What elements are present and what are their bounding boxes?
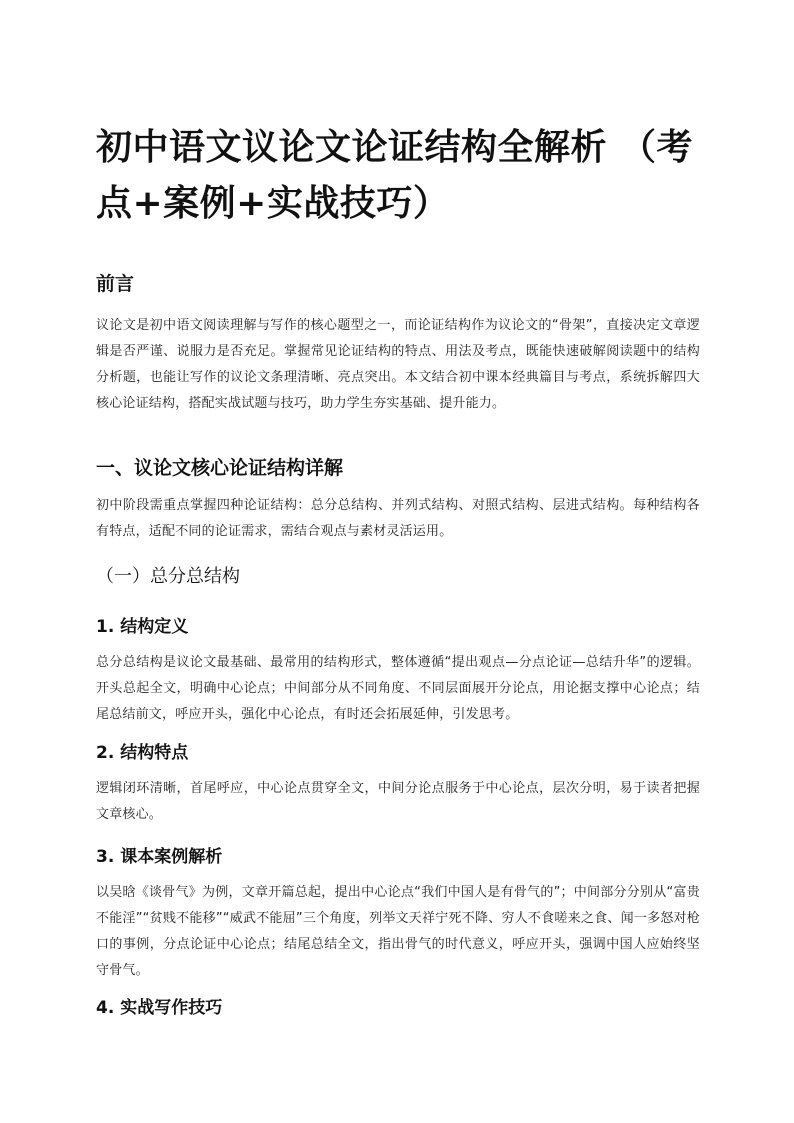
preface-heading: 前言: [96, 273, 135, 295]
features-paragraph: 逻辑闭环清晰，首尾呼应，中心论点贯穿全文，中间分论点服务于中心论点，层次分明，易于读者把握文章核心。: [96, 781, 700, 822]
section-heading: 一、议论文核心论证结构详解: [96, 457, 344, 479]
features-heading: 2. 结构特点: [96, 743, 189, 763]
subsection-heading: （一）总分总结构: [96, 566, 240, 587]
preface-paragraph: 议论文是初中语文阅读理解与写作的核心题型之一，而论证结构作为议论文的“骨架”，直接决定文章逻辑是否严谨、说服力是否充足。掌握常见论证结构的特点、用法及考点，既能快速破解阅读题中的结构分析题，也能让写作的议论文条理清晰、亮点突出。本文结合初中课本经典篇目与考点，系统拆解四大核心论证结构，搭配实战试题与技巧，助力学生夯实基础、提升能力。: [96, 318, 700, 411]
case-heading: 3. 课本案例解析: [96, 847, 223, 867]
section-intro-paragraph: 初中阶段需重点掌握四种论证结构：总分总结构、并列式结构、对照式结构、层进式结构。每种结构各有特点，适配不同的论证需求，需结合观点与素材灵活运用。: [96, 498, 700, 539]
document-title: 初中语文议论文论证结构全解析 （考点+案例+实战技巧）: [96, 127, 694, 224]
definition-heading: 1. 结构定义: [96, 617, 189, 637]
case-paragraph: 以吴晗《谈骨气》为例，文章开篇总起，提出中心论点“我们中国人是有骨气的”；中间部分分别从“富贵不能淫”“贫贱不能移”“威武不能屈”三个角度，列举文天祥宁死不降、穷人不食嗟来之食、闻一多怒对枪口的事例，分点论证中心论点；结尾总结全文，指出骨气的时代意义，呼应开头，强调中国人应始终坚守骨气。: [96, 885, 700, 978]
definition-paragraph: 总分总结构是议论文最基础、最常用的结构形式，整体遵循“提出观点—分点论证—总结升华”的逻辑。开头总起全文，明确中心论点；中间部分从不同角度、不同层面展开分论点，用论据支撑中心论点；结尾总结前文，呼应开头，强化中心论点，有时还会拓展延伸，引发思考。: [96, 655, 700, 722]
tips-heading: 4. 实战写作技巧: [96, 998, 223, 1018]
